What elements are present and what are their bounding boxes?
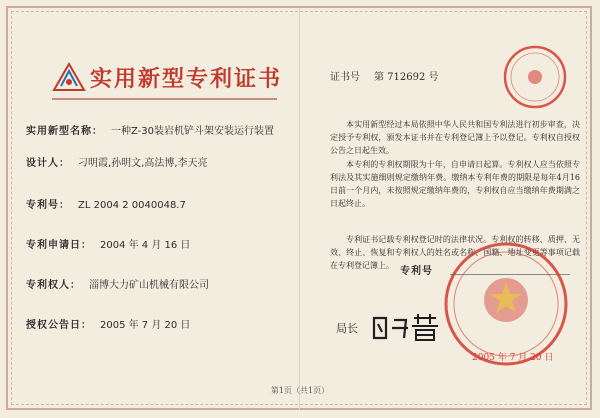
paragraph-term: 本专利的专利权期限为十年，自申请日起算。专利权人应当依照专利法及其实施细则规定缴纳年费。缴纳本专利年费的期限是每年4月16日前一个月内，未按照规定缴纳年费的，专利权自应当缴纳年费期满之日起终止。 — [330, 160, 580, 208]
patent-number-right-label: 专利号 — [400, 266, 433, 277]
utility-model-name-row — [26, 122, 274, 137]
grant-date-label: 授权公告日： — [26, 320, 92, 331]
fold-line — [299, 8, 300, 410]
designer-value: 刁明霞,孙明文,高法博,李天亮 — [78, 158, 208, 169]
name-value: 一种Z-30装岩机铲斗架安装运行装置 — [111, 126, 275, 137]
patent-number-label: 专利号： — [26, 200, 70, 211]
patentee-row — [26, 276, 209, 291]
certificate-title: 实用新型专利证书 — [90, 66, 283, 92]
director-signature-icon — [370, 310, 442, 344]
patentee-label: 专利权人： — [26, 280, 81, 291]
page-footer: 第1页（共1页） — [270, 386, 330, 395]
filing-date-value: 2004 年 4 月 16 日 — [100, 240, 191, 251]
paragraph-grant: 本实用新型经过本局依照中华人民共和国专利法进行初步审查，决定授予专利权，颁发本证书并在专利登记簿上予以登记。专利权自授权公告之日起生效。 — [330, 120, 580, 155]
patent-office-logo-icon — [52, 62, 86, 92]
patent-number-row — [26, 196, 186, 211]
seal-date: 2005 年 7 月 20 日 — [472, 353, 554, 363]
certificate-number-label: 证书号 — [330, 72, 360, 83]
grant-date-value: 2005 年 7 月 20 日 — [100, 320, 191, 331]
director-label: 局长 — [336, 322, 358, 335]
filing-date-label: 专利申请日： — [26, 240, 92, 251]
designer-row — [26, 154, 208, 169]
paragraph-legal-status: 专利证书记载专利权登记时的法律状况。专利权的转移、质押、无效、终止、恢复和专利权人的姓名或名称、国籍、地址变更等事项记载在专利登记簿上。 — [330, 235, 580, 270]
filing-date-row — [26, 236, 190, 251]
title-underline — [52, 98, 277, 100]
patentee-value: 淄博大力矿山机械有限公司 — [89, 280, 209, 291]
certificate-number — [330, 68, 439, 83]
patent-number-value: ZL 2004 2 0040048.7 — [78, 200, 186, 211]
certificate-number-value: 第 712692 号 — [374, 72, 439, 83]
designer-label: 设计人： — [26, 158, 70, 169]
grant-date-row — [26, 316, 190, 331]
official-seal-icon — [502, 44, 568, 110]
name-label: 实用新型名称： — [26, 126, 103, 137]
national-emblem-seal-icon — [442, 240, 570, 368]
